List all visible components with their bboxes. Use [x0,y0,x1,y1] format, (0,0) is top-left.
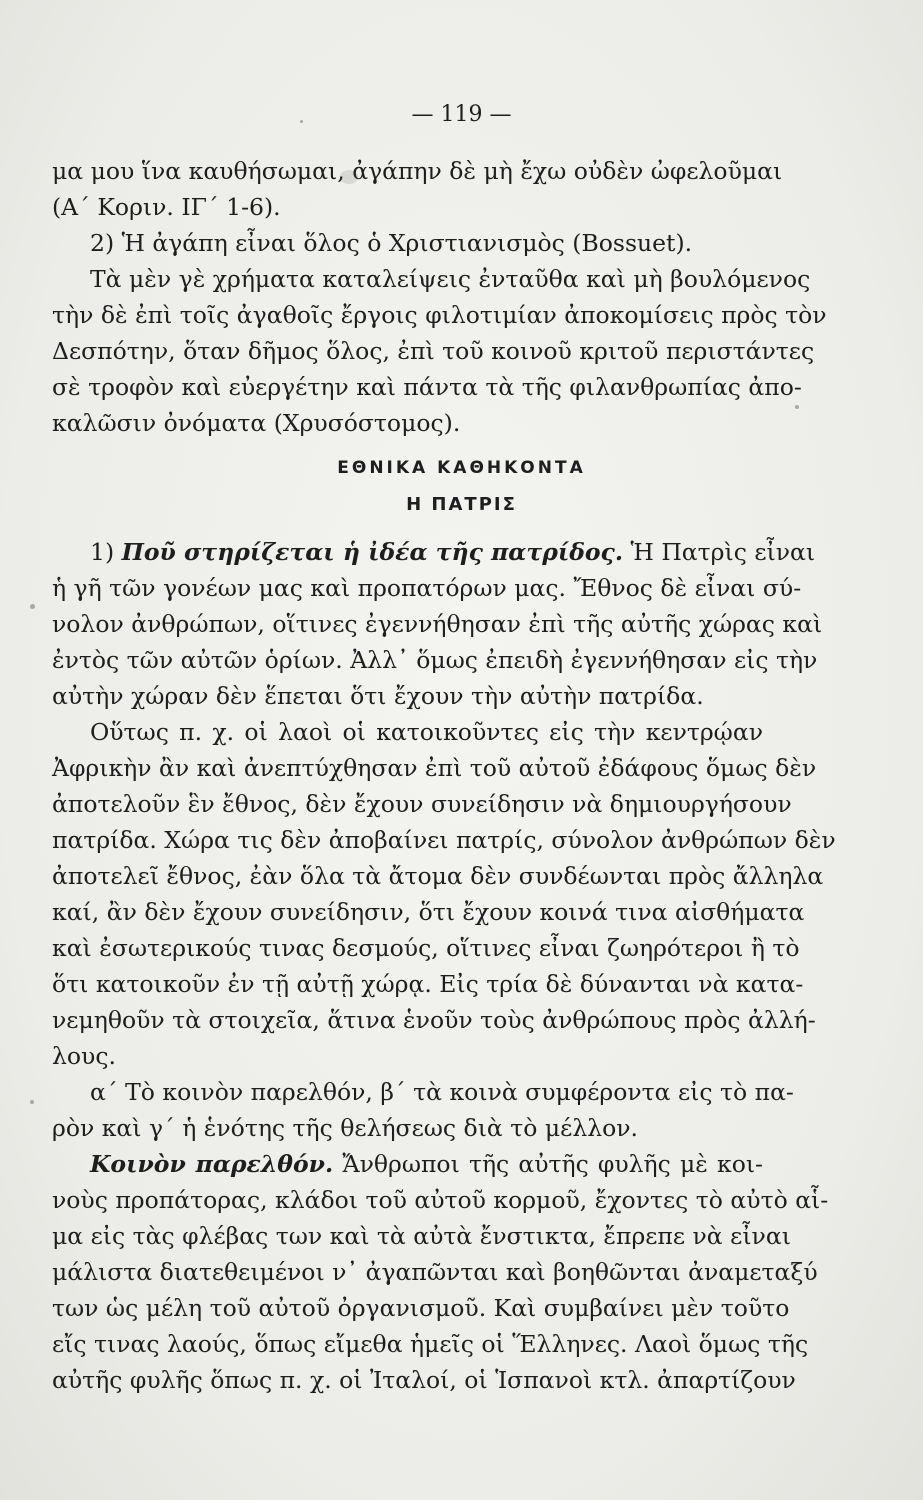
page-number: — 119 — [411,102,512,127]
text-line: τὴν δὲ ἐπὶ τοῖς ἀγαθοῖς ἔργοις φιλοτιμίαν ἀποκομίσεις πρὸς τὸν [52,301,827,329]
text-line: ἡ γῆ τῶν γονέων μας καὶ προπατόρων μας. Ἔθνος δὲ εἶναι σύ- [52,574,802,602]
scan-speck [30,1100,34,1104]
text-line: εἴς τινας λαούς, ὅπως εἴμεθα ἡμεῖς οἱ Ἕλληνες. Λαοὶ ὅμως τῆς [52,1330,809,1358]
paragraph-text: Ἄνθρωποι τῆς αὐτῆς φυλῆς μὲ κοι- [342,1150,764,1178]
scan-speck [795,405,799,409]
text-line: Δεσπότην, ὅταν δῆμος ὅλος, ἐπὶ τοῦ κοινοῦ κριτοῦ περιστάντες [52,337,815,365]
text-line: ὅτι κατοικοῦν ἐν τῇ αὐτῇ χώρᾳ. Εἰς τρία δὲ δύνανται νὰ κατα- [52,970,804,998]
text-line: λους. [52,1042,116,1070]
paragraph-heading: Κοινὸν παρελθόν. [90,1150,334,1178]
text-line: μάλιστα διατεθειμένοι ν᾽ ἀγαπῶνται καὶ βοηθῶνται ἀναμεταξύ [52,1258,818,1286]
text-line: καί, ἂν δὲν ἔχουν συνείδησιν, ὅτι ἔχουν κοινά τινα αἰσθήματα [52,898,805,926]
text-line: σὲ τροφὸν καὶ εὐεργέτην καὶ πάντα τὰ τῆς φιλανθρωπίας ἀπο- [52,373,802,401]
text-line: ἐντὸς τῶν αὐτῶν ὁρίων. Ἀλλ᾽ ὅμως ἐπειδὴ ἐγεννήθησαν εἰς τὴν [52,646,818,674]
paragraph-heading: Ποῦ στηρίζεται ἡ ἰδέα τῆς πατρίδος. [121,538,624,566]
text-line: (Α΄ Κοριν. ΙΓ΄ 1-6). [52,193,281,221]
text-line: αὐτῆς φυλῆς ὅπως π. χ. οἱ Ἰταλοί, οἱ Ἱσπανοὶ κτλ. ἀπαρτίζουν [52,1366,796,1394]
text-line: ἀποτελεῖ ἔθνος, ἐὰν ὅλα τὰ ἄτομα δὲν συνδέωνται πρὸς ἄλληλα [52,862,824,890]
text-line: ἀποτελοῦν ἓν ἔθνος, δὲν ἔχουν συνείδησιν νὰ δημιουργήσουν [52,790,792,818]
section-title: Η ΠΑΤΡΙΣ [406,494,517,515]
text-line: καὶ ἐσωτερικούς τινας δεσμούς, οἵτινες εἶναι ζωηρότεροι ἢ τὸ [52,934,800,962]
text-line: νοὺς προπάτορας, κλάδοι τοῦ αὐτοῦ κορμοῦ, ἔχοντες τὸ αὐτὸ αἷ- [52,1186,829,1214]
text-line: των ὡς μέλη τοῦ αὐτοῦ ὀργανισμοῦ. Καὶ συμβαίνει μὲν τοῦτο [52,1294,790,1322]
text-line: 2) Ἡ ἀγάπη εἶναι ὅλος ὁ Χριστιανισμὸς (Bossuet). [90,229,693,257]
text-line: ρὸν καὶ γ΄ ἡ ἑνότης τῆς θελήσεως διὰ τὸ μέλλον. [52,1114,639,1142]
text-line: πατρίδα. Χώρα τις δὲν ἀποβαίνει πατρίς, σύνολον ἀνθρώπων δὲν [52,826,836,854]
text-line: Οὕτως π. χ. οἱ λαοὶ οἱ κατοικοῦντες εἰς τὴν κεντρῴαν [90,718,763,746]
paragraph-first-line [90,537,816,567]
scan-speck [300,120,303,123]
scan-smudge [340,170,358,184]
paragraph-koinon-line [90,1149,763,1179]
text-line: αὐτὴν χώραν δὲν ἕπεται ὅτι ἔχουν τὴν αὐτὴν πατρίδα. [52,682,704,710]
text-line: νολον ἀνθρώπων, οἵτινες ἐγεννήθησαν ἐπὶ τῆς αὐτῆς χώρας καὶ [52,610,823,638]
text-line: Τὰ μὲν γὲ χρήματα καταλείψεις ἐνταῦθα καὶ μὴ βουλόμενος [90,265,811,293]
text-line: Ἀφρικὴν ἂν καὶ ἀνεπτύχθησαν ἐπὶ τοῦ αὐτοῦ ἐδάφους ὅμως δὲν [52,754,817,782]
text-line: μα μου ἵνα καυθήσωμαι, ἀγάπην δὲ μὴ ἔχω οὐδὲν ὠφελοῦμαι [52,157,783,185]
paragraph-text: Ἡ Πατρὶς εἶναι [630,538,816,566]
scan-speck [30,604,35,609]
text-line: μα εἰς τὰς φλέβας των καὶ τὰ αὐτὰ ἔνστικτα, ἔπρεπε νὰ εἶναι [52,1222,791,1250]
paragraph-number: 1) [90,538,115,566]
section-label: ΕΘΝΙΚΑ ΚΑΘΗΚΟΝΤΑ [337,458,586,478]
text-line: α΄ Τὸ κοινὸν παρελθόν, β΄ τὰ κοινὰ συμφέροντα εἰς τὸ πα- [90,1078,794,1106]
text-line: νεμηθοῦν τὰ στοιχεῖα, ἅτινα ἑνοῦν τοὺς ἀνθρώπους πρὸς ἀλλή- [52,1006,816,1034]
text-line: καλῶσιν ὀνόματα (Χρυσόστομος). [52,409,461,437]
